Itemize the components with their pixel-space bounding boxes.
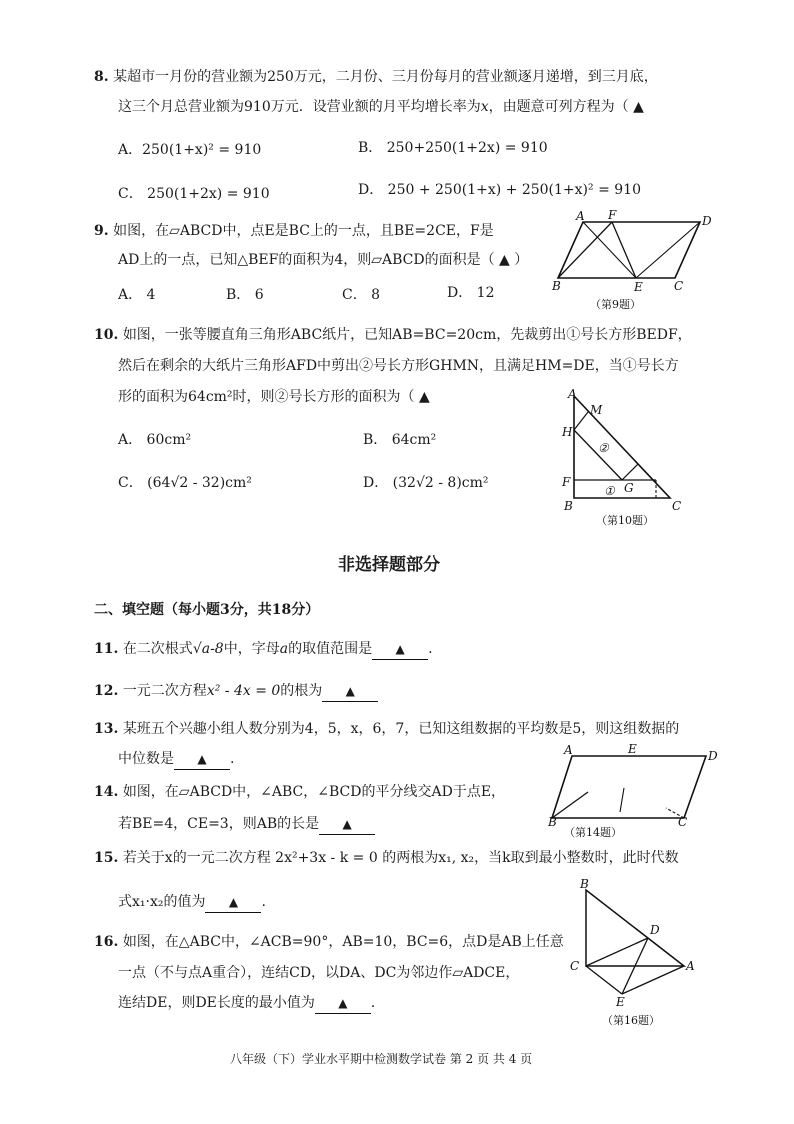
- q10-label-h: H: [562, 425, 573, 439]
- q10-rect2-hg: [574, 430, 622, 480]
- q14-label-d: D: [708, 749, 718, 763]
- q11-blank[interactable]: ▲: [372, 639, 428, 660]
- q11-line: 11. 在二次根式√a-8中，字母a的取值范围是 ▲ .: [94, 639, 433, 660]
- q16-segment-ce: [586, 966, 622, 994]
- q15-line2: 式x₁·x₂的值为 ▲ .: [118, 892, 266, 913]
- q10-line3: 形的面积为64cm²时，则②号长方形的面积为（ ▲: [118, 389, 430, 405]
- q10-label-b: B: [564, 499, 573, 513]
- q10-label-r2: ②: [598, 441, 609, 455]
- q16-segment-cd: [586, 938, 648, 966]
- q16-label-a: A: [686, 959, 695, 973]
- q14-caption: （第14题）: [564, 826, 622, 839]
- q10-label-g: G: [624, 481, 634, 495]
- q10-caption: （第10题）: [596, 514, 654, 527]
- q9-option-a: A． 4: [118, 287, 156, 303]
- q15-blank[interactable]: ▲: [205, 892, 261, 913]
- q16-line1: 16. 如图，在△ABC中，∠ACB=90°，AB=10，BC=6，点D是AB上任意: [94, 934, 564, 950]
- q8-option-b: B． 250+250(1+2x) = 910: [358, 140, 548, 156]
- q14-blank[interactable]: ▲: [319, 814, 375, 835]
- q8-option-a: A．250(1+x)² = 910: [118, 142, 262, 158]
- q10-line2: 然后在剩余的大纸片三角形AFD中剪出②号长方形GHMN，且满足HM=DE，当①号长方: [118, 358, 679, 374]
- q8-option-c: C． 250(1+2x) = 910: [118, 186, 270, 202]
- q14-parallelogram: [552, 756, 706, 818]
- q13-blank[interactable]: ▲: [174, 749, 230, 770]
- q12-line: 12. 一元二次方程x² - 4x = 0的根为 ▲: [94, 681, 378, 702]
- q14-segment-e: [620, 788, 624, 812]
- q10-figure: [558, 386, 688, 528]
- q16-caption: （第16题）: [602, 1014, 660, 1027]
- q10-label-a: A: [568, 387, 577, 401]
- q9-parallelogram: [558, 222, 700, 278]
- q10-rect2-hm: [574, 412, 588, 430]
- q9-option-c: C． 8: [342, 287, 381, 303]
- q9-line2: AD上的一点，已知△BEF的面积为4，则▱ABCD的面积是（ ▲ ）: [118, 252, 529, 268]
- q10-label-r1: ①: [604, 484, 615, 498]
- q9-segment-ae: [583, 222, 636, 278]
- q14-line1: 14. 如图，在▱ABCD中，∠ABC，∠BCD的平分线交AD于点E，: [94, 784, 506, 800]
- q14-label-e: E: [628, 742, 637, 756]
- q9-segment-bf: [558, 222, 612, 278]
- q16-segment-ea: [622, 966, 684, 994]
- q10-label-f: F: [562, 475, 571, 489]
- q10-label-c: C: [672, 499, 682, 513]
- q16-line3: 连结DE，则DE长度的最小值为 ▲ ．: [118, 993, 385, 1014]
- q16-segment-da-side: [648, 938, 684, 966]
- q9-label-d: D: [702, 214, 712, 228]
- q15-line1: 15. 若关于x的一元二次方程 2x²+3x - k = 0 的两根为x₁, x₂，当k取到最小整数时，此时代数: [94, 850, 679, 866]
- section-title: 非选择题部分: [338, 555, 440, 575]
- q14-figure: [548, 742, 718, 837]
- q16-figure: [566, 878, 706, 1030]
- q10-label-m: M: [590, 403, 603, 417]
- q10-option-b: B． 64cm²: [363, 432, 437, 448]
- q10-line1: 10. 如图，一张等腰直角三角形ABC纸片，已知AB=BC=20cm，先裁剪出①号长方形BEDF，: [94, 327, 692, 343]
- q10-option-d: D． (32√2 - 8)cm²: [363, 475, 489, 491]
- q14-segment-be: [552, 792, 588, 818]
- q9-caption: （第9题）: [590, 298, 641, 311]
- q12-equation: x² - 4x = 0: [206, 683, 281, 699]
- q14-line2: 若BE=4，CE=3，则AB的长是 ▲: [118, 814, 375, 835]
- q14-label-b: B: [548, 815, 557, 829]
- q9-option-b: B． 6: [226, 287, 264, 303]
- q9-line1: 9. 如图，在▱ABCD中，点E是BC上的一点，且BE=2CE，F是: [94, 223, 494, 239]
- q9-option-d: D． 12: [447, 285, 495, 301]
- q10-rect2-gn: [622, 464, 638, 480]
- q16-blank[interactable]: ▲: [315, 993, 371, 1014]
- q9-label-a: A: [576, 209, 585, 223]
- q9-segment-fe: [612, 222, 636, 278]
- q8-line1: 8. 某超市一月份的营业额为250万元，二月份、三月份每月的营业额逐月递增，到三月底，: [94, 69, 658, 85]
- q14-label-c: C: [678, 815, 688, 829]
- q9-label-c: C: [674, 279, 684, 293]
- q10-option-a: A． 60cm²: [118, 432, 192, 448]
- q8-text1: 某超市一月份的营业额为250万元，二月份、三月份每月的营业额逐月递增，到三月底，: [113, 69, 658, 85]
- q12-blank[interactable]: ▲: [322, 681, 378, 702]
- q8-line2: 这三个月总营业额为910万元．设营业额的月平均增长率为x，由题意可列方程为（ ▲: [118, 99, 644, 115]
- q16-label-e: E: [616, 995, 625, 1009]
- q16-label-b: B: [580, 877, 589, 891]
- q8-option-d: D． 250 + 250(1+x) + 250(1+x)² = 910: [358, 182, 641, 198]
- part2-header: 二、填空题（每小题3分，共18分）: [94, 602, 320, 618]
- q13-line1: 13. 某班五个兴趣小组人数分别为4，5，x，6，7，已知这组数据的平均数是5，则这组数据的: [94, 721, 680, 737]
- q14-label-a: A: [564, 743, 573, 757]
- q10-option-c: C． (64√2 - 32)cm²: [118, 475, 252, 491]
- q9-label-b: B: [552, 279, 561, 293]
- page-footer: 八年级（下）学业水平期中检测数学试卷 第 2 页 共 4 页: [230, 1052, 533, 1066]
- q16-line2: 一点（不与点A重合），连结CD，以DA、DC为邻边作▱ADCE，: [118, 965, 520, 981]
- q9-label-f: F: [608, 208, 617, 222]
- q13-line2: 中位数是 ▲ .: [118, 749, 234, 770]
- q16-label-c: C: [570, 959, 580, 973]
- q16-label-d: D: [650, 923, 660, 937]
- q9-segment-ed: [636, 222, 700, 278]
- q9-figure: [550, 208, 720, 313]
- q9-label-e: E: [634, 280, 643, 294]
- q11-radical: √a-8: [192, 641, 224, 657]
